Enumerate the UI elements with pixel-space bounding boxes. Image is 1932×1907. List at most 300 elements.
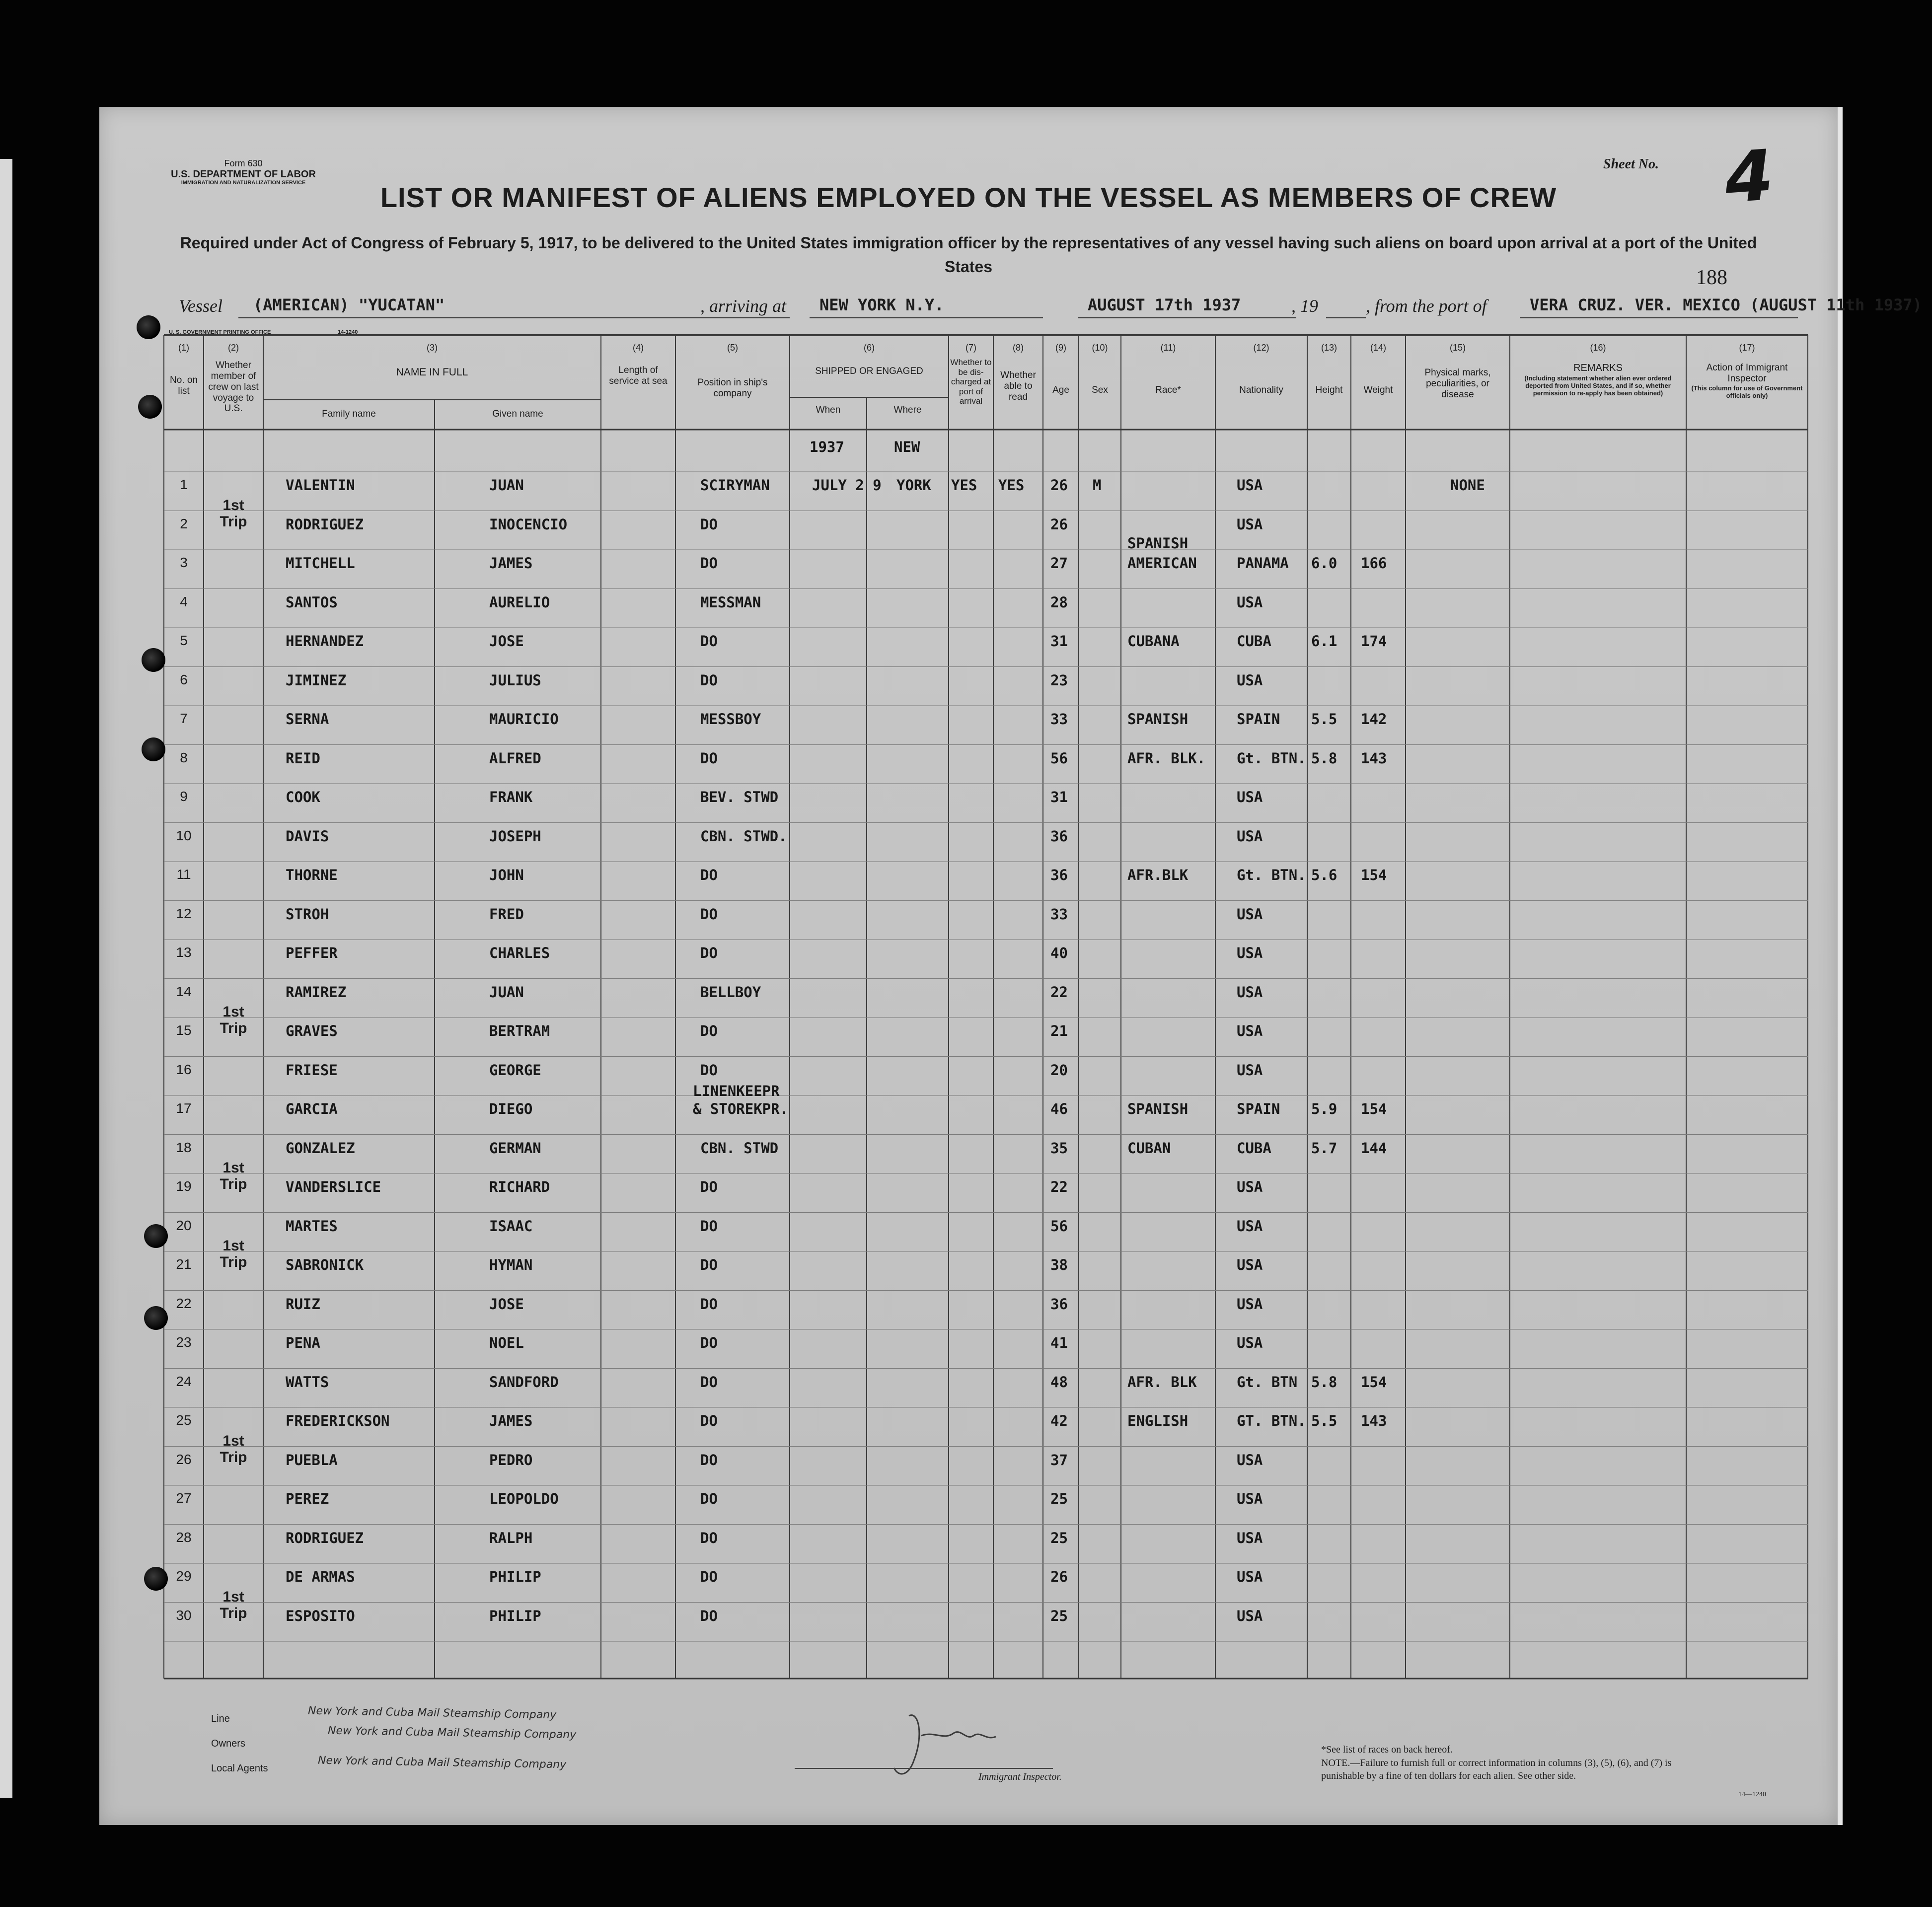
page-reference-number: 188 [1696,266,1727,289]
age: 25 [1050,1607,1068,1624]
family-name: RAMIREZ [286,983,347,1001]
given-name: CHARLES [489,945,550,961]
family-name: RODRIGUEZ [286,515,364,533]
page-title: LIST OR MANIFEST OF ALIENS EMPLOYED ON THE VESSEL AS MEMBERS OF CREW [380,182,1557,213]
arriving-label: , arriving at [700,296,787,316]
row-number: 20 [176,1217,192,1233]
race: AFR. BLK [1127,1373,1197,1391]
given-name: JOSE [489,1295,524,1313]
given-name: SANDFORD [489,1373,559,1391]
age: 56 [1050,1217,1068,1235]
age: 36 [1050,1295,1068,1313]
row-number: 2 [180,515,188,531]
family-name: THORNE [286,867,338,883]
nationality: USA [1237,1451,1263,1468]
punch-hole [144,1306,168,1330]
position: DO [700,1451,718,1468]
row-number: 25 [176,1412,192,1428]
family-name: VALENTIN [286,477,355,494]
weight: 143 [1361,1412,1387,1429]
family-name: SABRONICK [286,1256,364,1273]
row-number: 6 [180,671,188,687]
row-number: 17 [176,1100,192,1116]
family-name: GONZALEZ [286,1139,355,1157]
printing-office: U. S. GOVERNMENT PRINTING OFFICE [169,329,271,335]
note-races: *See list of races on back hereof. [1321,1744,1453,1755]
header-where: Where [893,405,922,415]
family-name: PENA [286,1334,320,1351]
year-label: , 19 [1291,296,1318,316]
given-name: DIEGO [489,1100,533,1117]
family-name: HERNANDEZ [286,633,364,650]
col-num-9: (9) [1055,343,1066,353]
last-voyage-trip: 1st Trip [220,1160,247,1192]
family-name: SANTOS [286,593,338,611]
height: 5.5 [1311,1412,1338,1429]
col-num-6: (6) [864,343,875,353]
age: 26 [1050,515,1068,533]
race: ENGLISH [1127,1412,1189,1429]
given-name: PEDRO [489,1451,533,1468]
position: DO [700,867,718,883]
family-name: PEFFER [286,945,338,961]
arrival-date: AUGUST 17th 1937 [1088,295,1241,314]
row-number: 12 [176,905,192,921]
from-label: , from the port of [1366,296,1487,316]
position: DO [700,749,718,767]
age: 31 [1050,789,1068,806]
age: 23 [1050,671,1068,689]
header-nationality: Nationality [1239,385,1283,395]
nationality: USA [1237,945,1263,961]
nationality: USA [1237,1295,1263,1313]
row-number: 23 [176,1334,192,1350]
nationality: USA [1237,671,1263,689]
header-no-on-list: No. on list [170,375,198,396]
given-name: PHILIP [489,1607,541,1624]
age: 26 [1050,1568,1068,1585]
row-number: 8 [180,749,188,765]
row-number: 21 [176,1256,192,1272]
nationality: USA [1237,593,1263,611]
col-num-13: (13) [1321,343,1337,353]
family-name: FRIESE [286,1061,338,1079]
nationality: USA [1237,905,1263,923]
header-when: When [816,405,841,415]
weight: 166 [1361,555,1387,572]
punch-hole [144,1224,168,1248]
header-remarks-note: (Including statement whether alien ever ordered deported from United States, and if so, whether permission to re-apply has been obtained) [1524,374,1672,397]
race: CUBAN [1127,1139,1171,1157]
col-num-15: (15) [1449,343,1466,353]
age: 28 [1050,593,1068,611]
position: DO [700,1178,718,1195]
nationality: USA [1237,827,1263,845]
sex: M [1093,477,1102,494]
nationality: PANAMA [1237,555,1289,572]
shipped-year: 1937 [810,439,844,455]
header-family-name: Family name [322,409,376,419]
position: DO [700,1217,718,1235]
header-given-name: Given name [492,409,543,419]
col-num-17: (17) [1739,343,1755,353]
footer-line-value: New York and Cuba Mail Steamship Company [307,1704,557,1722]
age: 33 [1050,905,1068,923]
nationality: USA [1237,1490,1263,1507]
age: 36 [1050,867,1068,883]
race: SPANISH [1127,535,1189,552]
position: CBN. STWD [700,1139,779,1157]
row-number: 29 [176,1568,192,1584]
inspector-label: Immigrant Inspector. [978,1771,1062,1782]
position: DO [700,1568,718,1585]
age: 31 [1050,633,1068,650]
position: DO [700,633,718,650]
row-number: 16 [176,1061,192,1077]
col-num-3: (3) [427,343,438,353]
from-port: VERA CRUZ. VER. MEXICO (AUGUST 11th 1937) [1530,295,1922,314]
service-name: IMMIGRATION AND NATURALIZATION SERVICE [181,179,306,186]
page-subtitle: Required under Act of Congress of February 5, 1917, to be delivered to the United States immigration officer by the representatives of any vessel having such aliens on board upon arrival at a port of the United States [180,234,1757,276]
nationality: USA [1237,1023,1263,1039]
row-number: 27 [176,1490,192,1506]
age: 38 [1050,1256,1068,1273]
row-number: 1 [180,477,188,492]
nationality: USA [1237,515,1263,533]
family-name: GRAVES [286,1023,338,1039]
family-name: COOK [286,789,320,806]
row-number: 13 [176,945,192,960]
row-number: 4 [180,593,188,609]
given-name: FRED [489,905,524,923]
form-number: Form 630 [224,158,263,168]
last-voyage-trip: 1st Trip [220,1004,247,1036]
family-name: MARTES [286,1217,338,1235]
nationality: USA [1237,1568,1263,1585]
header-weight: Weight [1363,385,1393,395]
row-number: 28 [176,1529,192,1545]
race-continued: AMERICAN [1127,555,1197,572]
family-name: RODRIGUEZ [286,1529,364,1546]
shipped-where-top: NEW [894,439,920,455]
footer-line-label: Line [211,1713,230,1724]
row-number: 19 [176,1178,192,1194]
given-name: BERTRAM [489,1023,550,1039]
nationality: CUBA [1237,633,1271,650]
height: 5.6 [1311,867,1338,883]
row-number: 10 [176,827,192,843]
col-num-4: (4) [633,343,644,353]
position: DO [700,1295,718,1313]
row-number: 30 [176,1607,192,1623]
position: CBN. STWD. [700,827,787,845]
given-name: PHILIP [489,1568,541,1585]
age: 21 [1050,1023,1068,1039]
family-name: GARCIA [286,1100,338,1117]
weight: 143 [1361,749,1387,767]
position: MESSBOY [700,711,761,728]
row-number: 11 [176,867,191,882]
header-race: Race* [1155,385,1181,395]
footer-agents-label: Local Agents [211,1763,268,1774]
last-voyage-trip: 1st Trip [220,497,247,530]
family-name: PUEBLA [286,1451,338,1468]
age: 25 [1050,1529,1068,1546]
vessel-name: (AMERICAN) "YUCATAN" [253,295,445,314]
col-num-12: (12) [1253,343,1269,353]
position: DO [700,1061,718,1079]
header-able-to-read: Whether able to read [1000,370,1036,402]
family-name: FREDERICKSON [286,1412,390,1429]
age: 40 [1050,945,1068,961]
row-number: 14 [176,983,192,999]
footer-code: 14—1240 [1738,1791,1766,1798]
given-name: NOEL [489,1334,524,1351]
given-name: ALFRED [489,749,541,767]
header-position: Position in ship's company [697,377,768,399]
row-number: 18 [176,1139,192,1155]
given-name: HYMAN [489,1256,533,1273]
nationality: USA [1237,983,1263,1001]
punch-hole [137,315,160,339]
given-name: GERMAN [489,1139,541,1157]
col-num-7: (7) [966,343,976,353]
footer-owners-label: Owners [211,1738,245,1749]
family-name: DE ARMAS [286,1568,355,1585]
position: DO [700,1490,718,1507]
position: BEV. STWD [700,789,779,806]
age: 56 [1050,749,1068,767]
age: 33 [1050,711,1068,728]
position: DO [700,555,718,572]
family-name: RUIZ [286,1295,320,1313]
header-age: Age [1052,385,1069,395]
nationality: USA [1237,1334,1263,1351]
given-name: JAMES [489,555,533,572]
col-num-10: (10) [1092,343,1108,353]
age: 46 [1050,1100,1068,1117]
age: 48 [1050,1373,1068,1391]
row-number: 26 [176,1451,192,1467]
family-name: REID [286,749,320,767]
position: DO [700,1256,718,1273]
position: LINENKEEPR [693,1083,780,1100]
scanner-edge [0,159,12,1798]
nationality: USA [1237,1529,1263,1546]
position: DO [700,671,718,689]
given-name: LEOPOLDO [489,1490,559,1507]
last-voyage-trip: 1st Trip [220,1588,247,1621]
family-name: WATTS [286,1373,329,1391]
given-name: JAMES [489,1412,533,1429]
sheet-number-value: 4 [1722,135,1776,220]
weight: 154 [1361,1373,1387,1391]
height: 5.8 [1311,749,1338,767]
col-num-16: (16) [1590,343,1606,353]
height: 5.9 [1311,1100,1338,1117]
footer-agents-value: New York and Cuba Mail Steamship Company [317,1754,567,1771]
row-number: 24 [176,1373,192,1389]
nationality: Gt. BTN. [1237,749,1306,767]
age: 26 [1050,477,1068,494]
given-name: JUAN [489,477,524,494]
row-number: 22 [176,1295,192,1311]
position: DO [700,1529,718,1546]
race: SPANISH [1127,1100,1189,1117]
given-name: RICHARD [489,1178,550,1195]
note-penalty: NOTE.—Failure to furnish full or correct information in columns (3), (5), (6), and (7) is punishable by a fine of ten dollars for each alien. See other side. [1321,1758,1672,1781]
weight: 154 [1361,1100,1387,1117]
given-name: JOHN [489,867,524,883]
shipped-when: JULY 2 9 [812,477,882,494]
row-number: 7 [180,711,188,726]
position: SCIRYMAN [700,477,770,494]
given-name: AURELIO [489,593,550,611]
nationality: USA [1237,789,1263,806]
header-sex: Sex [1092,385,1108,395]
position-continued: & STOREKPR. [693,1100,789,1117]
position: DO [700,1607,718,1624]
weight: 144 [1361,1139,1387,1157]
position: DO [700,945,718,961]
age: 42 [1050,1412,1068,1429]
height: 5.7 [1311,1139,1338,1157]
given-name: JOSEPH [489,827,541,845]
given-name: RALPH [489,1529,533,1546]
row-number: 9 [180,789,188,804]
last-voyage-trip: 1st Trip [220,1238,247,1270]
col-num-8: (8) [1013,343,1024,353]
col-num-5: (5) [727,343,738,353]
nationality: SPAIN [1237,711,1280,728]
col-num-14: (14) [1370,343,1386,353]
weight: 174 [1361,633,1387,650]
race: SPANISH [1127,711,1189,728]
nationality: Gt. BTN. [1237,867,1306,883]
weight: 142 [1361,711,1387,728]
header-action-note: (This column for use of Government officials only) [1691,384,1803,399]
height: 5.8 [1311,1373,1338,1391]
sheet-number-label: Sheet No. [1603,156,1659,172]
printing-code: 14-1240 [338,329,358,335]
age: 27 [1050,555,1068,572]
family-name: MITCHELL [286,555,355,572]
punch-hole [142,648,165,672]
family-name: STROH [286,905,329,923]
height: 6.0 [1311,555,1338,572]
age: 22 [1050,983,1068,1001]
header-remarks: REMARKS [1573,363,1623,373]
nationality: USA [1237,1178,1263,1195]
given-name: GEORGE [489,1061,541,1079]
race: CUBANA [1127,633,1180,650]
position: BELLBOY [700,983,761,1001]
footer-owners-value: New York and Cuba Mail Steamship Company [327,1724,577,1742]
col-num-1: (1) [178,343,189,353]
row-number: 3 [180,555,188,570]
position: DO [700,1023,718,1039]
vessel-label: Vessel [179,296,223,316]
nationality: Gt. BTN [1237,1373,1298,1391]
given-name: JOSE [489,633,524,650]
age: 41 [1050,1334,1068,1351]
family-name: PEREZ [286,1490,329,1507]
given-name: INOCENCIO [489,515,568,533]
position: DO [700,515,718,533]
position: DO [700,1412,718,1429]
nationality: CUBA [1237,1139,1271,1157]
col-num-11: (11) [1160,343,1176,353]
able-to-read: YES [998,477,1025,494]
col-num-2: (2) [228,343,239,353]
header-name-in-full: NAME IN FULL [396,367,468,378]
physical-marks: NONE [1450,477,1485,494]
age: 35 [1050,1139,1068,1157]
position: DO [700,1334,718,1351]
arriving-port: NEW YORK N.Y. [819,295,944,314]
header-discharged: Whether to be dis-charged at port of arrival [950,358,992,406]
last-voyage-trip: 1st Trip [220,1432,247,1466]
punch-hole [138,395,162,419]
position: MESSMAN [700,593,761,611]
shipped-where: YORK [896,477,931,494]
row-number: 15 [176,1023,192,1038]
nationality: GT. BTN. [1237,1412,1306,1429]
family-name: SERNA [286,711,329,728]
manifest-sheet [99,107,1922,1825]
punch-hole [144,1567,168,1591]
family-name: VANDERSLICE [286,1178,381,1195]
header-member-last-voyage: Whether member of crew on last voyage to U.S. [208,360,259,414]
nationality: USA [1237,1217,1263,1235]
family-name: ESPOSITO [286,1607,355,1624]
position: DO [700,1373,718,1391]
age: 36 [1050,827,1068,845]
nationality: USA [1237,1256,1263,1273]
height: 6.1 [1311,633,1338,650]
age: 37 [1050,1451,1068,1468]
family-name: DAVIS [286,827,329,845]
weight: 154 [1361,867,1387,883]
header-length-service: Length of service at sea [609,365,668,386]
punch-hole [142,737,165,761]
age: 20 [1050,1061,1068,1079]
discharged: YES [951,477,977,494]
nationality: USA [1237,1061,1263,1079]
header-height: Height [1315,385,1343,395]
department-name: U.S. DEPARTMENT OF LABOR [171,168,316,180]
race: AFR. BLK. [1127,749,1206,767]
given-name: JULIUS [489,671,541,689]
header-physical-marks: Physical marks, peculiarities, or disease [1424,367,1491,400]
age: 25 [1050,1490,1068,1507]
height: 5.5 [1311,711,1338,728]
nationality: USA [1237,1607,1263,1624]
row-number: 5 [180,633,188,648]
header-action-inspector: Action of Immigrant Inspector [1706,363,1788,384]
given-name: MAURICIO [489,711,559,728]
header-shipped-engaged: SHIPPED OR ENGAGED [815,366,923,376]
given-name: ISAAC [489,1217,533,1235]
position: DO [700,905,718,923]
given-name: FRANK [489,789,533,806]
nationality: SPAIN [1237,1100,1280,1117]
given-name: JUAN [489,983,524,1001]
family-name: JIMINEZ [286,671,347,689]
nationality: USA [1237,477,1263,494]
age: 22 [1050,1178,1068,1195]
race: AFR.BLK [1127,867,1189,883]
